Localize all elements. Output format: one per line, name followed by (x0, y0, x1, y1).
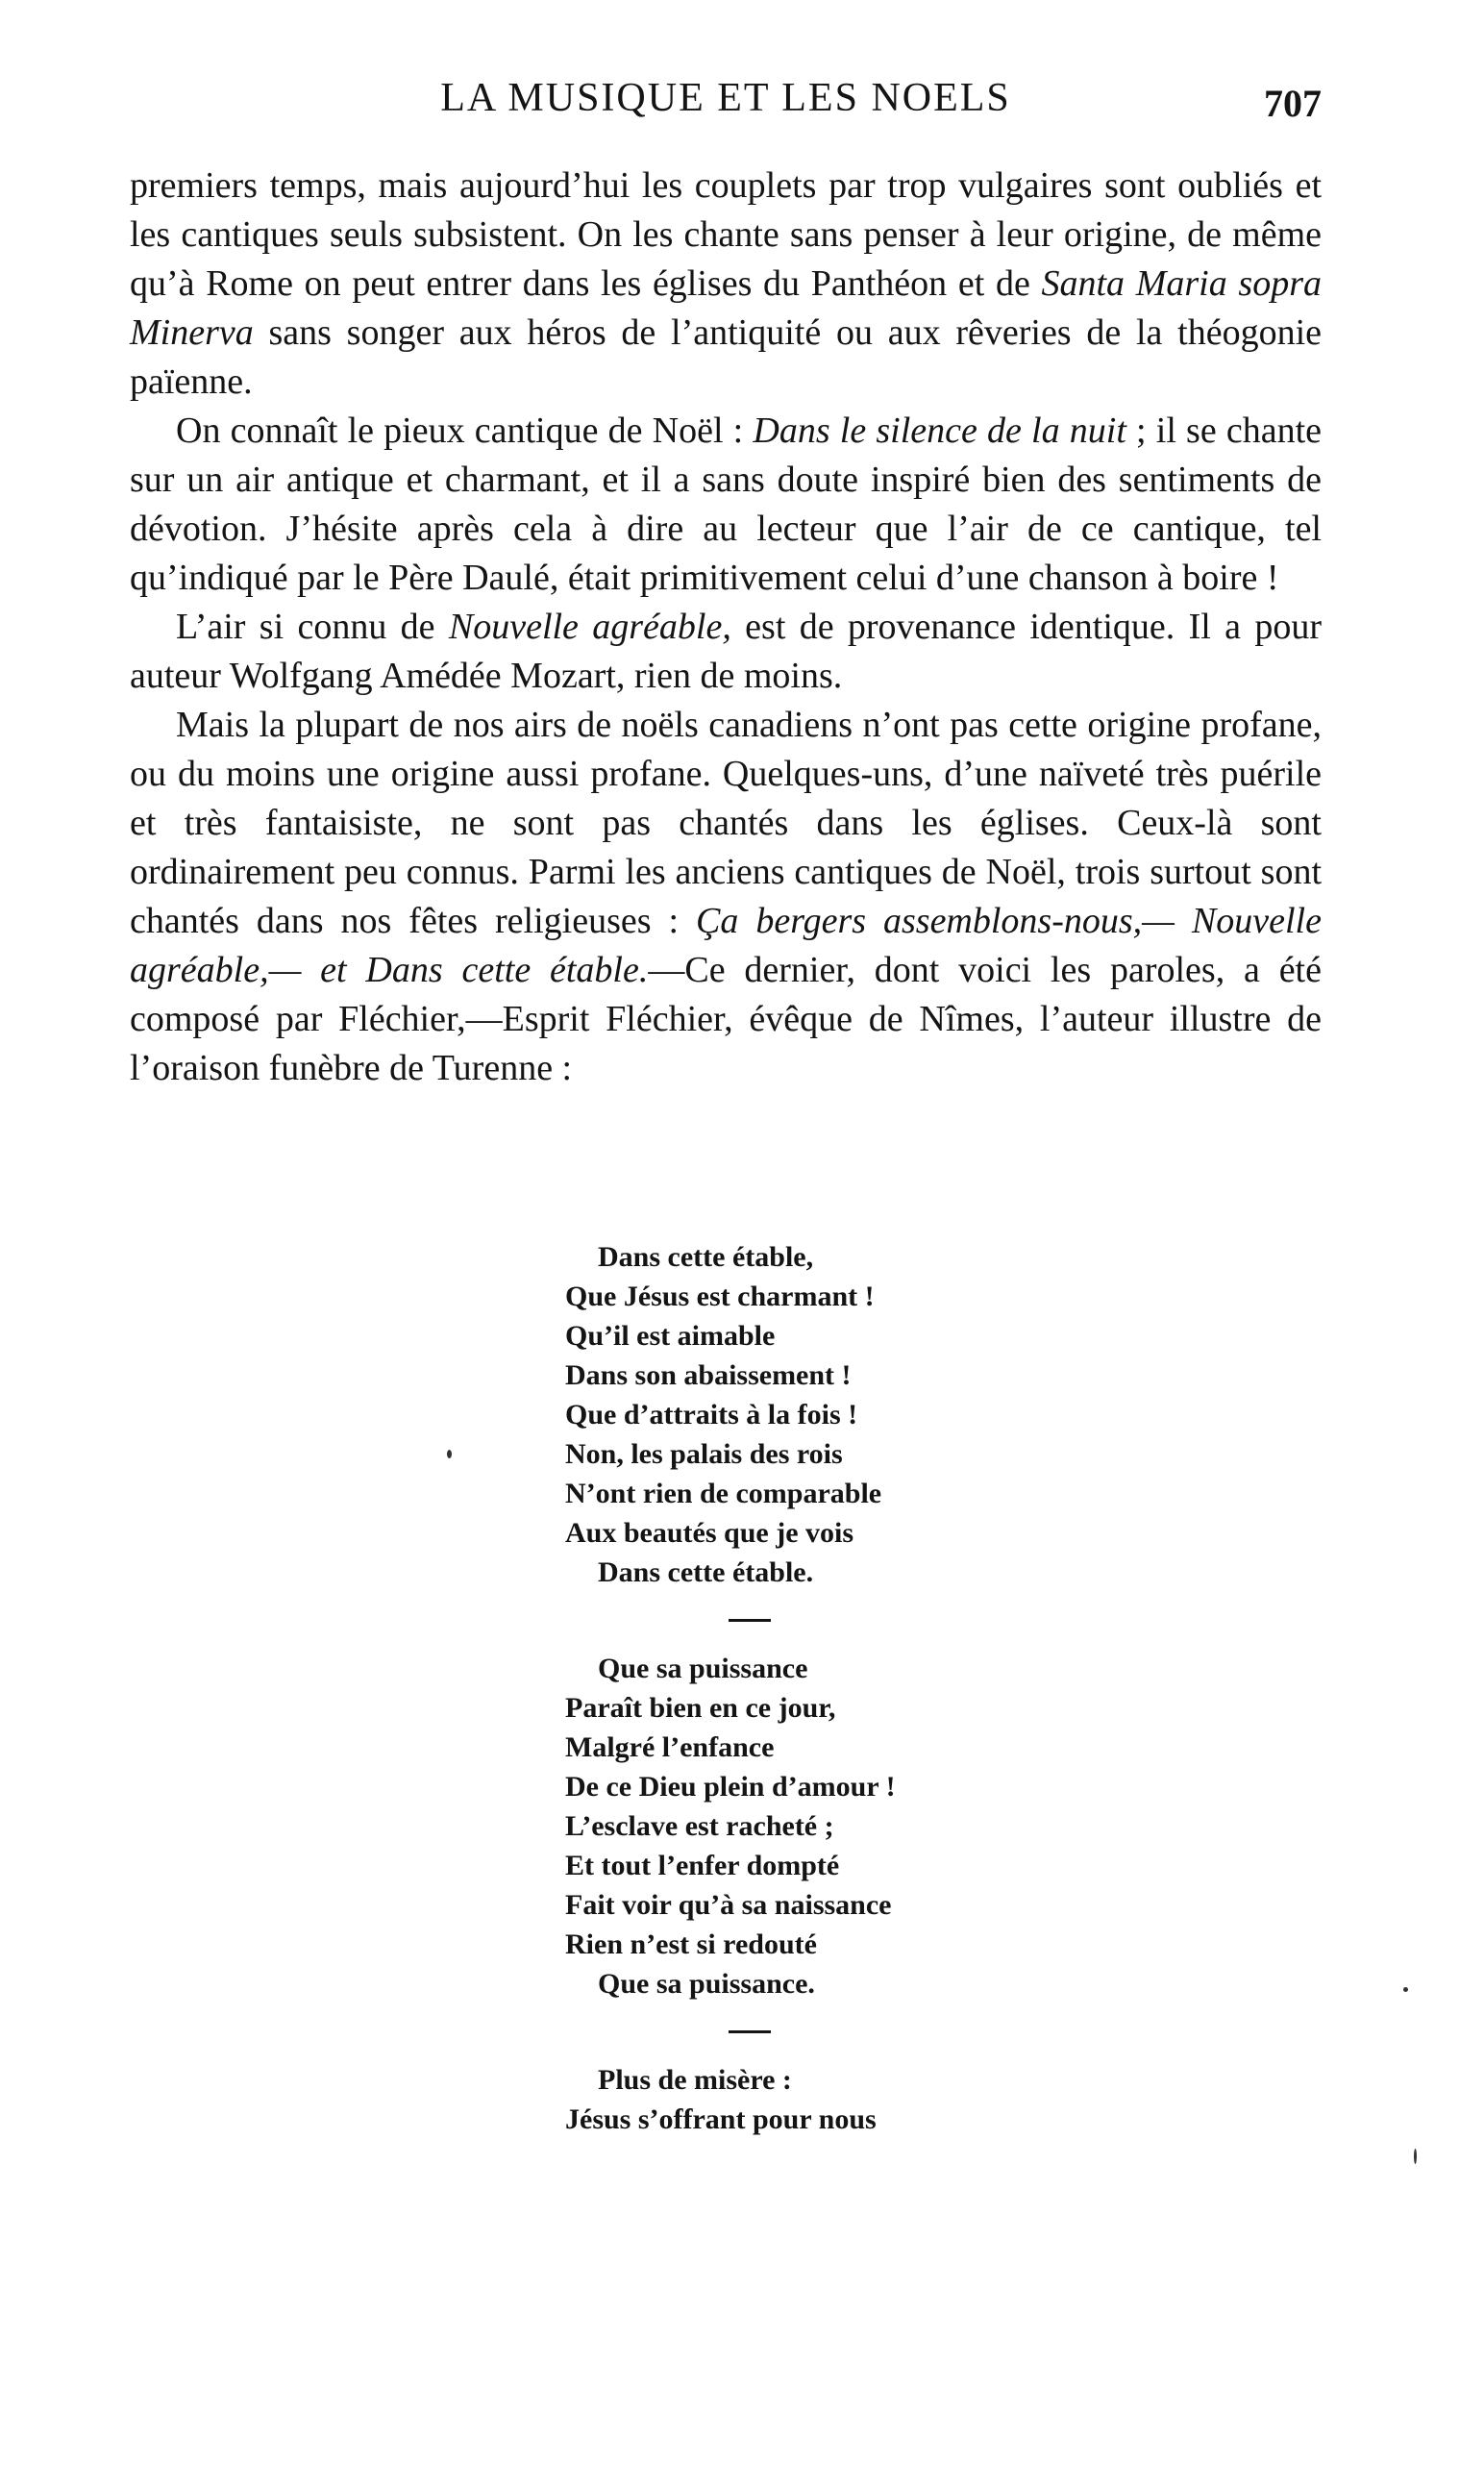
stanza-separator (729, 1619, 771, 1622)
italic-title: Nouvelle agréable, (448, 607, 731, 647)
poem-line: Plus de misère : (598, 2064, 792, 2096)
poem-line: Dans son abaissement ! (565, 1359, 852, 1391)
poem-line: N’ont rien de comparable (565, 1478, 882, 1509)
poem-line: De ce Dieu plein d’amour ! (565, 1771, 896, 1803)
text-run: L’air si connu de (176, 607, 449, 647)
italic-title: Santa Maria sopra Minerva (130, 263, 1322, 353)
paragraph (130, 162, 1322, 407)
italic-title: Dans le silence de la nuit (753, 411, 1126, 451)
poem-line: Dans cette étable. (598, 1556, 814, 1588)
scan-speck (447, 1450, 452, 1458)
poem-line: L’esclave est racheté ; (565, 1810, 834, 1842)
poem-line: Malgré l’enfance (565, 1731, 775, 1763)
text-run: est de provenance identique. Il a pour auteur Wolfgang Amédée Mozart, rien de moins. (130, 607, 1322, 696)
running-head (130, 75, 1322, 133)
body-text (130, 162, 1322, 1093)
poem (565, 1237, 1065, 2139)
poem-line: Non, les palais des rois (565, 1438, 843, 1470)
poem-line: Que d’attraits à la fois ! (565, 1399, 858, 1431)
running-title: LA MUSIQUE ET LES NOELS (440, 76, 1011, 120)
poem-line: Jésus s’offrant pour nous (565, 2103, 877, 2135)
poem-line: Que sa puissance. (598, 1968, 815, 2000)
paragraph (130, 603, 1322, 701)
text-run: —Ce dernier, dont voici les paroles, a été composé par Fléchier,—Esprit Fléchier, évêque de Nîmes, l’auteur illustre de l’oraison funèbre de Turenne : (130, 950, 1322, 1088)
text-run: ; il se chante sur un air antique et charmant, et il a sans doute inspiré bien des sentiments de dévotion. J’hésite après cela à dire au lecteur que l’air de ce cantique, tel qu’indiqué par le Père Daulé, était primitivement celui d’une chanson à boire ! (130, 411, 1322, 598)
text-run: Mais la plupart de nos airs de noëls canadiens n’ont pas cette origine profane, ou du moins une origine aussi profane. Quelques-uns, d’une naïveté très puérile et très fantaisiste, ne sont pas chantés dans les églises. Ceux-là sont ordinairement peu connus. Parmi les anciens cantiques de Noël, trois surtout sont chantés dans nos fêtes religieuses : (130, 705, 1322, 941)
page-number: 707 (1264, 82, 1322, 125)
poem-line: Que Jésus est charmant ! (565, 1281, 875, 1312)
poem-line: Paraît bien en ce jour, (565, 1692, 836, 1724)
poem-line: Que sa puissance (598, 1653, 808, 1684)
scan-speck (1414, 2149, 1417, 2164)
poem-stanza (565, 2060, 1065, 2139)
poem-line: Aux beautés que je vois (565, 1517, 854, 1549)
poem-line: Et tout l’enfer dompté (565, 1850, 840, 1881)
scan-speck (1403, 1987, 1408, 1992)
text-run: sans songer aux héros de l’antiquité ou aux rêveries de la théogonie païenne. (130, 312, 1322, 402)
poem-line: Rien n’est si redouté (565, 1928, 817, 1960)
paragraph (130, 701, 1322, 1093)
paragraph (130, 407, 1322, 603)
stanza-separator (729, 2030, 771, 2033)
text-run: premiers temps, mais aujourd’hui les couplets par trop vulgaires sont oubliés et les cantiques seuls subsistent. On les chante sans penser à leur origine, de même qu’à Rome on peut entrer dans les églises du Panthéon et de (130, 165, 1322, 304)
italic-title: Ça bergers assemblons-nous,— Nouvelle agréable,— et Dans cette étable. (130, 901, 1322, 990)
text-run: On connaît le pieux cantique de Noël : (176, 411, 754, 451)
poem-line: Fait voir qu’à sa naissance (565, 1889, 892, 1921)
poem-line: Qu’il est aimable (565, 1320, 776, 1352)
poem-stanza (565, 1649, 1065, 2003)
poem-stanza (565, 1237, 1065, 1592)
poem-line: Dans cette étable, (598, 1241, 814, 1273)
